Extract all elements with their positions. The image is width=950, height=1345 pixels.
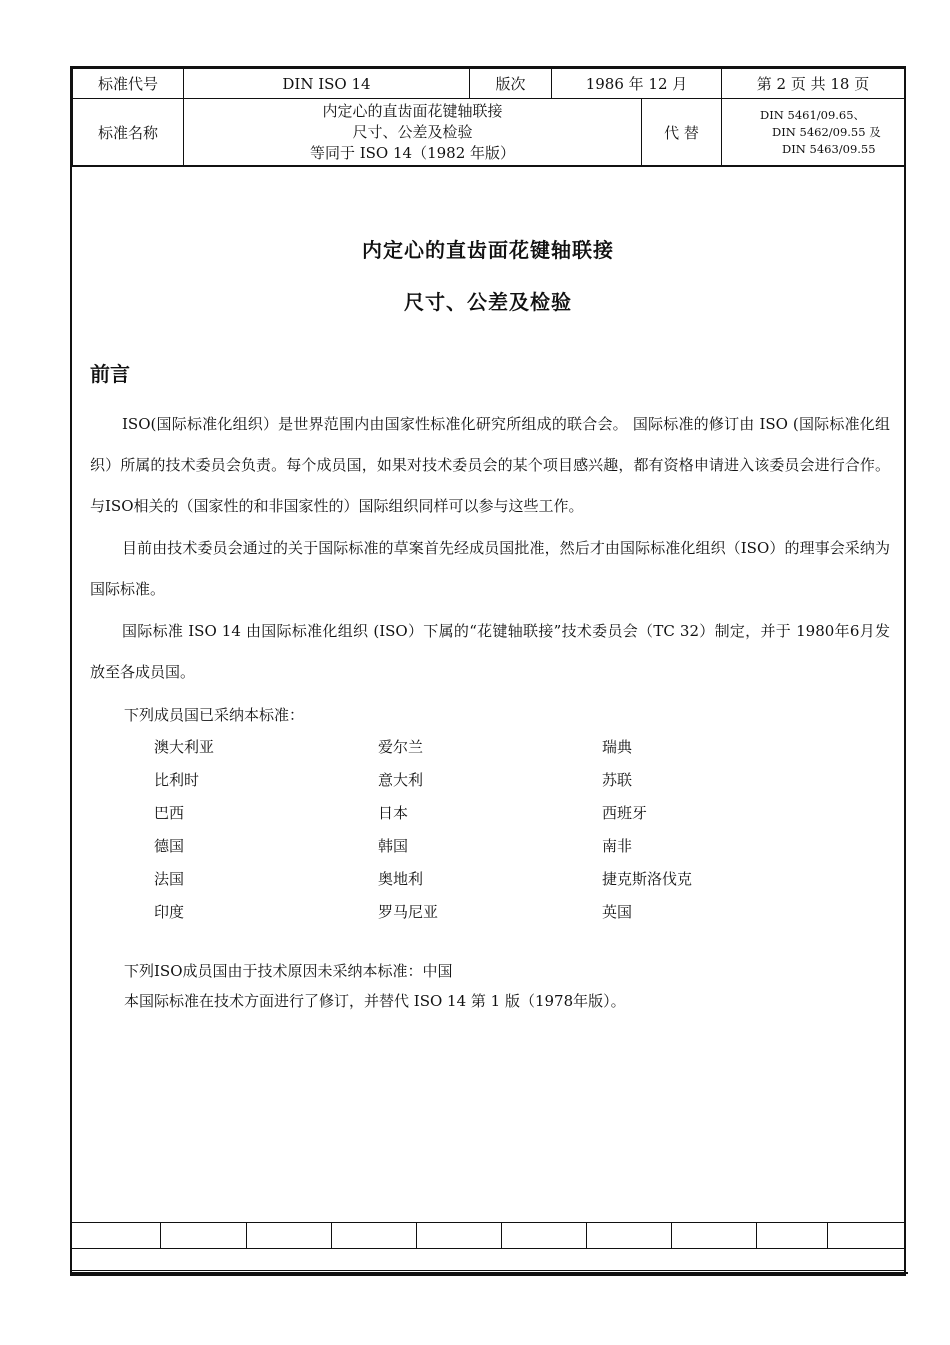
country-item: 西班牙: [602, 804, 648, 822]
footer-cell-divider: [160, 1223, 161, 1248]
page-frame: [70, 66, 906, 1276]
std-code-label: 标准代号: [73, 69, 184, 99]
std-name-label: 标准名称: [73, 99, 184, 167]
footer-row: [72, 1222, 904, 1249]
footer-grid: [72, 1222, 904, 1274]
std-name-line3: 等同于 ISO 14（1982 年版）: [309, 143, 516, 162]
country-item: 捷克斯洛伐克: [602, 870, 693, 888]
edition-label: 版次: [470, 69, 552, 99]
country-item: 奥地利: [378, 870, 424, 888]
country-item: 瑞典: [602, 738, 633, 756]
country-item: 韩国: [378, 837, 409, 855]
country-item: 爱尔兰: [378, 738, 424, 756]
footer-cell-divider: [331, 1223, 332, 1248]
country-item: 南非: [602, 837, 633, 855]
footer-cell-divider: [246, 1223, 247, 1248]
adopted-intro: 下列成员国已采纳本标准：: [124, 706, 305, 724]
country-item: 巴西: [154, 804, 185, 822]
footer-cell-divider: [756, 1223, 757, 1248]
country-item: 苏联: [602, 771, 633, 789]
main-title: 内定心的直齿面花键轴联接: [362, 238, 614, 262]
country-item: 英国: [602, 903, 633, 921]
footer-cell-divider: [501, 1223, 502, 1248]
std-name-line1: 内定心的直齿面花键轴联接: [322, 101, 503, 120]
country-item: 意大利: [378, 771, 424, 789]
preface-heading: 前言: [90, 362, 130, 386]
std-name-value: [184, 99, 642, 167]
preface-paragraph-3: 国际标准 ISO 14 由国际标准化组织 (ISO）下属的“花键轴联接”技术委员会（TC 32）制定，并于 1980年6月发放至各成员国。: [90, 622, 890, 681]
replace-line3: DIN 5463/09.55: [782, 141, 876, 156]
footer-cell-divider: [827, 1223, 828, 1248]
replace-line1: DIN 5461/09.65、: [760, 107, 866, 122]
edition-value: 1986 年 12 月: [552, 69, 722, 99]
footer-cell-divider: [416, 1223, 417, 1248]
revision-note: 本国际标准在技术方面进行了修订，并替代 ISO 14 第 1 版（1978年版）。: [124, 992, 626, 1010]
footer-cell-divider: [586, 1223, 587, 1248]
frame-bottom-rule: [70, 1270, 908, 1274]
country-item: 印度: [154, 903, 185, 921]
not-adopted-note: 下列ISO成员国由于技术原因未采纳本标准：中国: [124, 962, 453, 980]
country-item: 日本: [378, 804, 409, 822]
replace-value: [722, 99, 905, 167]
main-subtitle: 尺寸、公差及检验: [404, 290, 572, 314]
header-table: [72, 68, 905, 167]
country-item: 比利时: [154, 771, 200, 789]
country-item: 法国: [154, 870, 185, 888]
std-name-line2: 尺寸、公差及检验: [352, 122, 473, 141]
country-item: 澳大利亚: [154, 738, 215, 756]
replace-label: 代 替: [642, 99, 722, 167]
std-code-value: DIN ISO 14: [184, 69, 470, 99]
footer-cell-divider: [671, 1223, 672, 1248]
country-item: 德国: [154, 837, 185, 855]
country-item: 罗马尼亚: [378, 903, 439, 921]
preface-paragraph-2: 目前由技术委员会通过的关于国际标准的草案首先经成员国批准，然后才由国际标准化组织（ISO）的理事会采纳为国际标准。: [90, 539, 890, 598]
preface-paragraph-1: ISO(国际标准化组织）是世界范围内由国家性标准化研究所组成的联合会。 国际标准的修订由 ISO (国际标准化组织）所属的技术委员会负责。每个成员国，如果对技术委员会的某个项目感兴趣，都有资格申请进入该委员会进行合作。与ISO相关的（国家性的和非国家性的）国际组织同样可以参与这些工作。: [90, 415, 890, 515]
replace-line2: DIN 5462/09.55 及: [772, 124, 881, 139]
page-info: 第 2 页 共 18 页: [722, 69, 905, 99]
